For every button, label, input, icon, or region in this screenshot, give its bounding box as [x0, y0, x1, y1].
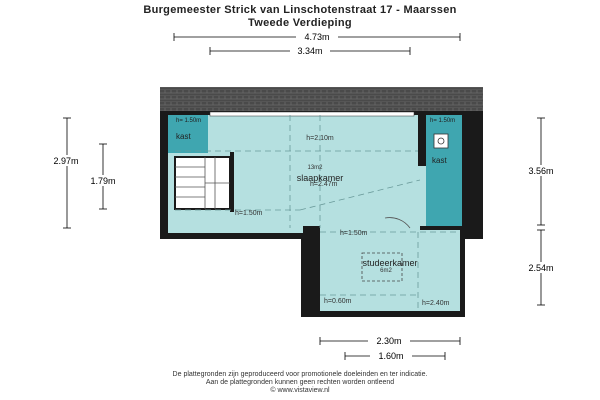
roof-tiles [160, 87, 483, 111]
dim-right-lower: 2.54m [528, 263, 554, 273]
kast-left-label: kast [176, 132, 191, 141]
kast-right-wall [420, 115, 426, 165]
slaapkamer-height-max: h=2.10m [306, 135, 334, 142]
footer-disclaimer-2: Aan de plattegronden kunnen geen rechten worden ontleend [205, 379, 395, 386]
kast-right-height: h= 1.50m [430, 118, 456, 124]
footer-disclaimer-1: De plattegronden zijn geproduceerd voor promotionele doeleinden en ter indicatie. [172, 371, 428, 378]
dim-left-inner: 1.79m [90, 176, 116, 186]
kast-left-height: h= 1.50m [176, 118, 202, 124]
slaapkamer-height-mid: h=2.47m [310, 181, 338, 188]
kast-right-area [426, 115, 462, 228]
dim-bottom-inner: 1.60m [378, 351, 404, 361]
slaapkamer-height-low: h=1.50m [235, 210, 263, 217]
studeerkamer-height-left: h=0.60m [324, 298, 352, 305]
divider-wall-right [420, 226, 462, 230]
dim-bottom-outer: 2.30m [376, 336, 402, 346]
dim-top-outer: 4.73m [304, 32, 330, 42]
sink-icon [434, 134, 448, 148]
kast-right-label: kast [432, 156, 447, 165]
slaapkamer-label: slaapkamer [296, 173, 344, 183]
floor-title: Tweede Verdieping [248, 17, 352, 29]
studeerkamer-height-right: h=2.40m [422, 300, 450, 307]
studeerkamer-height-top: h=1.50m [340, 230, 368, 237]
studeerkamer-label: studeerkamer [362, 258, 418, 268]
dim-left-outer: 2.97m [53, 156, 79, 166]
divider-wall [303, 226, 320, 231]
footer-copyright: © www.vistaview.nl [270, 387, 330, 394]
dim-right-upper: 3.56m [528, 166, 554, 176]
slaapkamer-area: 13m2 [307, 165, 323, 171]
dim-top-inner: 3.34m [297, 46, 323, 56]
window-top [210, 112, 414, 116]
address-title: Burgemeester Strick van Linschotenstraat 17 - Maarssen [143, 4, 457, 16]
stair-wall [230, 152, 234, 212]
studeerkamer-area: 6m2 [380, 268, 392, 274]
